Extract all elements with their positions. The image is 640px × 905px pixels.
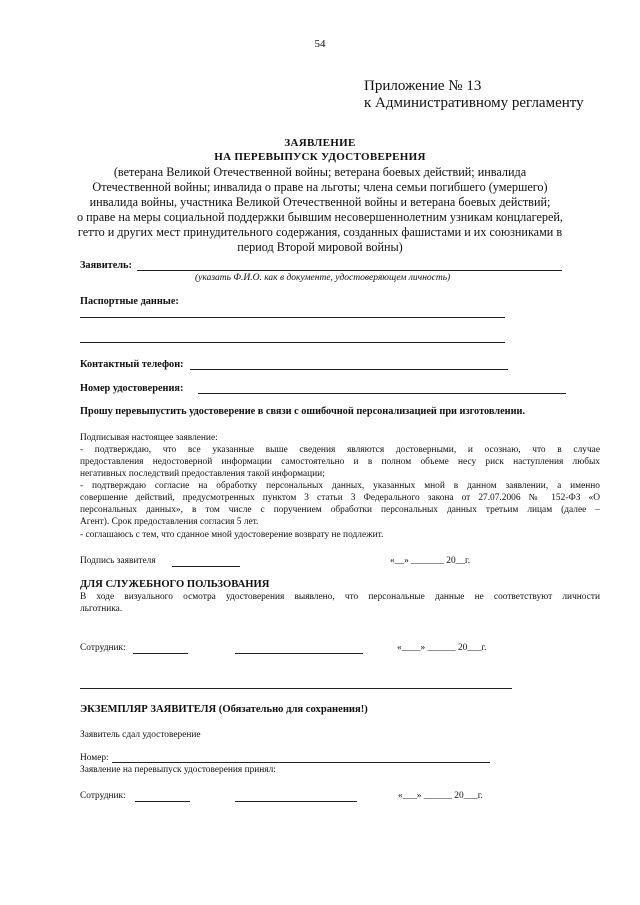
official-employee-name-field[interactable] <box>235 653 363 654</box>
certificate-field[interactable] <box>198 393 566 394</box>
copy-number-label: Номер: <box>80 753 109 763</box>
phone-field[interactable] <box>190 369 508 370</box>
official-date[interactable]: «____» ______ 20___г. <box>397 643 487 653</box>
copy-date[interactable]: «___» ______ 20___г. <box>398 791 483 801</box>
copy-employee-label: Сотрудник: <box>80 791 126 801</box>
title-sub-6: период Второй мировой войны) <box>237 240 403 254</box>
title-sub-2: Отечественной войны; инвалида о праве на льготы; члена семьи погибшего (умершего) <box>92 180 548 194</box>
official-text-1: В ходе визуального осмотра удостоверения выявлено, что персональные данные не соответствуют личности <box>80 592 600 602</box>
consent-line-6: персональных данных», в том числе с поручением обработки персональных данных третьим лицам (далее – <box>80 505 600 515</box>
copy-employee-name-field[interactable] <box>235 801 357 802</box>
consent-line-1: - подтверждаю, что все указанные выше сведения являются достоверными, и осознаю, что в случае <box>80 445 600 455</box>
copy-heading: ЭКЗЕМПЛЯР ЗАЯВИТЕЛЯ (Обязательно для сохранения!) <box>80 704 368 715</box>
copy-employee-field[interactable] <box>135 801 190 802</box>
cut-line <box>80 688 512 689</box>
consent-intro: Подписывая настоящее заявление: <box>80 433 218 443</box>
title-sub-3: инвалида войны, участника Великой Отечественной войны и ветерана боевых действий; <box>89 195 551 209</box>
signature-field[interactable] <box>172 566 240 567</box>
appendix-line-1: Приложение № 13 <box>364 78 482 94</box>
phone-label: Контактный телефон: <box>80 359 184 370</box>
copy-accepted-text: Заявление на перевыпуск удостоверения принял: <box>80 765 276 775</box>
title-sub-5: гетто и других мест принудительного содержания, созданных фашистами и их союзниками в <box>77 225 563 239</box>
title-sub-1: (ветерана Великой Отечественной войны; ветерана боевых действий; инвалида <box>113 165 527 179</box>
passport-field-line-2[interactable] <box>80 342 505 343</box>
copy-handed-text: Заявитель сдал удостоверение <box>80 730 201 740</box>
official-heading: ДЛЯ СЛУЖЕБНОГО ПОЛЬЗОВАНИЯ <box>80 579 270 590</box>
title-sub-4: о праве на меры социальной поддержки бывшим несовершеннолетним узникам концлагерей, <box>77 210 563 224</box>
consent-line-5: совершение действий, предусмотренных пунктом 3 статьи 3 Федерального закона от 27.07.2006 № 152-ФЗ «О <box>80 493 600 503</box>
official-text-2: льготника. <box>80 604 123 614</box>
passport-field-line-1[interactable] <box>80 317 505 318</box>
applicant-field[interactable] <box>137 270 562 271</box>
appendix-line-2: к Административному регламенту <box>364 95 584 111</box>
signature-date[interactable]: «__» _______ 20__г. <box>390 556 471 566</box>
consent-line-2: предоставления недостоверной информации самостоятельно и в полном объеме несу риск наступления любых <box>80 457 600 467</box>
consent-line-8: - соглашаюсь с тем, что сданное мной удостоверение возврату не подлежит. <box>80 530 384 540</box>
applicant-hint: (указать Ф.И.О. как в документе, удостоверяющем личность) <box>195 273 451 283</box>
consent-line-3: негативных последствий предоставления такой информации; <box>80 469 325 479</box>
passport-label: Паспортные данные: <box>80 296 179 307</box>
certificate-label: Номер удостоверения: <box>80 383 184 394</box>
consent-line-7: Агент). Срок предоставления согласия 5 лет. <box>80 517 259 527</box>
request-text: Прошу перевыпустить удостоверение в связи с ошибочной персонализацией при изготовлении. <box>80 406 526 417</box>
consent-line-4: - подтверждаю согласие на обработку персональных данных, указанных мной в данном заявлении, а именно <box>80 481 600 491</box>
title-line-2: НА ПЕРЕВЫПУСК УДОСТОВЕРЕНИЯ <box>214 151 426 163</box>
official-employee-label: Сотрудник: <box>80 643 126 653</box>
applicant-label: Заявитель: <box>80 260 132 271</box>
page-number: 54 <box>314 38 326 50</box>
title-line-1: ЗАЯВЛЕНИЕ <box>284 137 356 149</box>
signature-label: Подпись заявителя <box>80 556 156 566</box>
copy-number-field[interactable] <box>112 762 490 763</box>
official-employee-field[interactable] <box>133 653 188 654</box>
